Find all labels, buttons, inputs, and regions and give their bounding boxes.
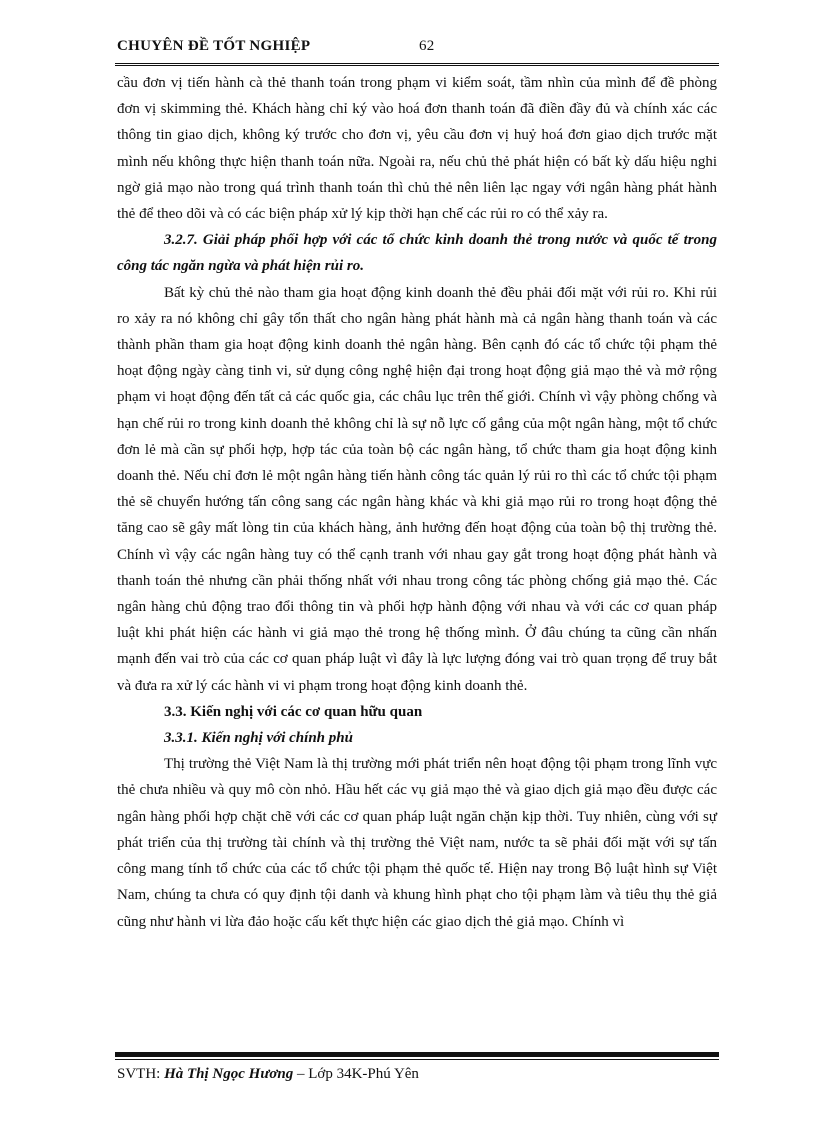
- section-heading-3-2-7: 3.2.7. Giải pháp phối hợp với các tổ chức kinh doanh thẻ trong nước và quốc tế trong công tác ngăn ngừa và phát hiện rủi ro.: [117, 232, 717, 275]
- footer-prefix: SVTH:: [117, 1066, 161, 1082]
- page-number: 62: [419, 38, 435, 54]
- header-rule: [115, 63, 719, 66]
- footer-author: Hà Thị Ngọc Hương: [164, 1066, 294, 1082]
- footer-rule-thin: [115, 1059, 719, 1060]
- paragraph-risk-cooperation: Bất kỳ chủ thẻ nào tham gia hoạt động kinh doanh thẻ đều phải đối mặt với rủi ro. Khi rủi ro xảy ra nó không chỉ gây tổn thất cho ngân hàng phát hành mà cả ngân hàng thanh toán và các thành phần tham gia hoạt động kinh doanh thẻ ngân hàng. Bên cạnh đó các tổ chức tội phạm thẻ hoạt động ngày càng tinh vi, sử dụng công nghệ hiện đại trong hoạt động giả mạo thẻ và mở rộng phạm vi hoạt động đến tất cả các quốc gia, các châu lục trên thế giới. Chính vì vậy phòng chống và hạn chế rủi ro trong kinh doanh thẻ không chỉ là sự nỗ lực cố gắng của một ngân hàng, một tổ chức đơn lẻ mà cần sự phối hợp, hợp tác của toàn bộ các ngân hàng, tổ chức tham gia hoạt động kinh doanh thẻ. Nếu chỉ đơn lẻ một ngân hàng tiến hành công tác quản lý rủi ro thì các tổ chức tội phạm thẻ sẽ chuyển hướng tấn công sang các ngân hàng khác và khi giả mạo rủi ro trong hoạt động thẻ tăng cao sẽ gây mất lòng tin của khách hàng, ảnh hưởng đến hoạt động của toàn bộ thị trường thẻ. Chính vì vậy các ngân hàng tuy có thể cạnh tranh với nhau gay gắt trong hoạt động phát hành và thanh toán thẻ nhưng cần phải thống nhất với nhau trong công tác phòng chống giả mạo thẻ. Các ngân hàng chủ động trao đổi thông tin và phối hợp hành động với nhau và với các cơ quan pháp luật khi phát hiện các hành vi giả mạo thẻ trong hệ thống mình. Ở đâu chúng ta cũng cần nhấn mạnh đến vai trò của các cơ quan pháp luật vì đây là lực lượng đóng vai trò quan trọng để truy bắt và đưa ra xử lý các hành vi vi phạm trong hoạt động kinh doanh thẻ.: [117, 284, 717, 694]
- section-heading-3-3-1: 3.3.1. Kiến nghị với chính phủ: [164, 730, 353, 747]
- paragraph-continued: cầu đơn vị tiến hành cà thẻ thanh toán trong phạm vi kiểm soát, tầm nhìn của mình để đề phòng đơn vị skimming thẻ. Khách hàng chỉ ký vào hoá đơn thanh toán đã điền đầy đủ và chính xác các thông tin giao dịch, không ký trước cho đơn vị, yêu cầu đơn vị huỷ hoá đơn giao dịch trước mặt mình nếu không thực hiện thanh toán nữa. Ngoài ra, nếu chủ thẻ phát hiện có bất kỳ dấu hiệu nghi ngờ giả mạo nào trong quá trình thanh toán thì chủ thẻ nên liên lạc ngay với ngân hàng phát hành thẻ để theo dõi và có các biện pháp xử lý kịp thời hạn chế các rủi ro có thể xảy ra.: [117, 75, 717, 223]
- footer-rule-thick: [115, 1052, 719, 1057]
- page-footer: [117, 1066, 419, 1083]
- footer-class-info: – Lớp 34K-Phú Yên: [296, 1066, 419, 1082]
- page-header: [117, 36, 717, 60]
- paragraph-government-recommendation: Thị trường thẻ Việt Nam là thị trường mới phát triển nên hoạt động tội phạm trong lĩnh vực thẻ chưa nhiều và quy mô còn nhỏ. Hầu hết các vụ giả mạo thẻ và giao dịch giả mạo đều được các ngân hàng phối hợp chặt chẽ với các cơ quan pháp luật ngăn chặn kịp thời. Tuy nhiên, cùng với sự phát triển của thị trường tài chính và thị trường thẻ Việt nam, nước ta sẽ phải đối mặt với sự tấn công mang tính tổ chức của các tổ chức tội phạm thẻ quốc tế. Hiện nay trong Bộ luật hình sự Việt Nam, chúng ta chưa có quy định tội danh và khung hình phạt cho tội phạm làm và tiêu thụ thẻ giả cũng như hành vi lừa đảo hoặc cấu kết thực hiện các giao dịch thẻ giả mạo. Chính vì: [117, 756, 717, 930]
- section-heading-3-3: 3.3. Kiến nghị với các cơ quan hữu quan: [164, 703, 423, 720]
- document-title: CHUYÊN ĐỀ TỐT NGHIỆP: [117, 38, 311, 54]
- page-content: [117, 70, 717, 935]
